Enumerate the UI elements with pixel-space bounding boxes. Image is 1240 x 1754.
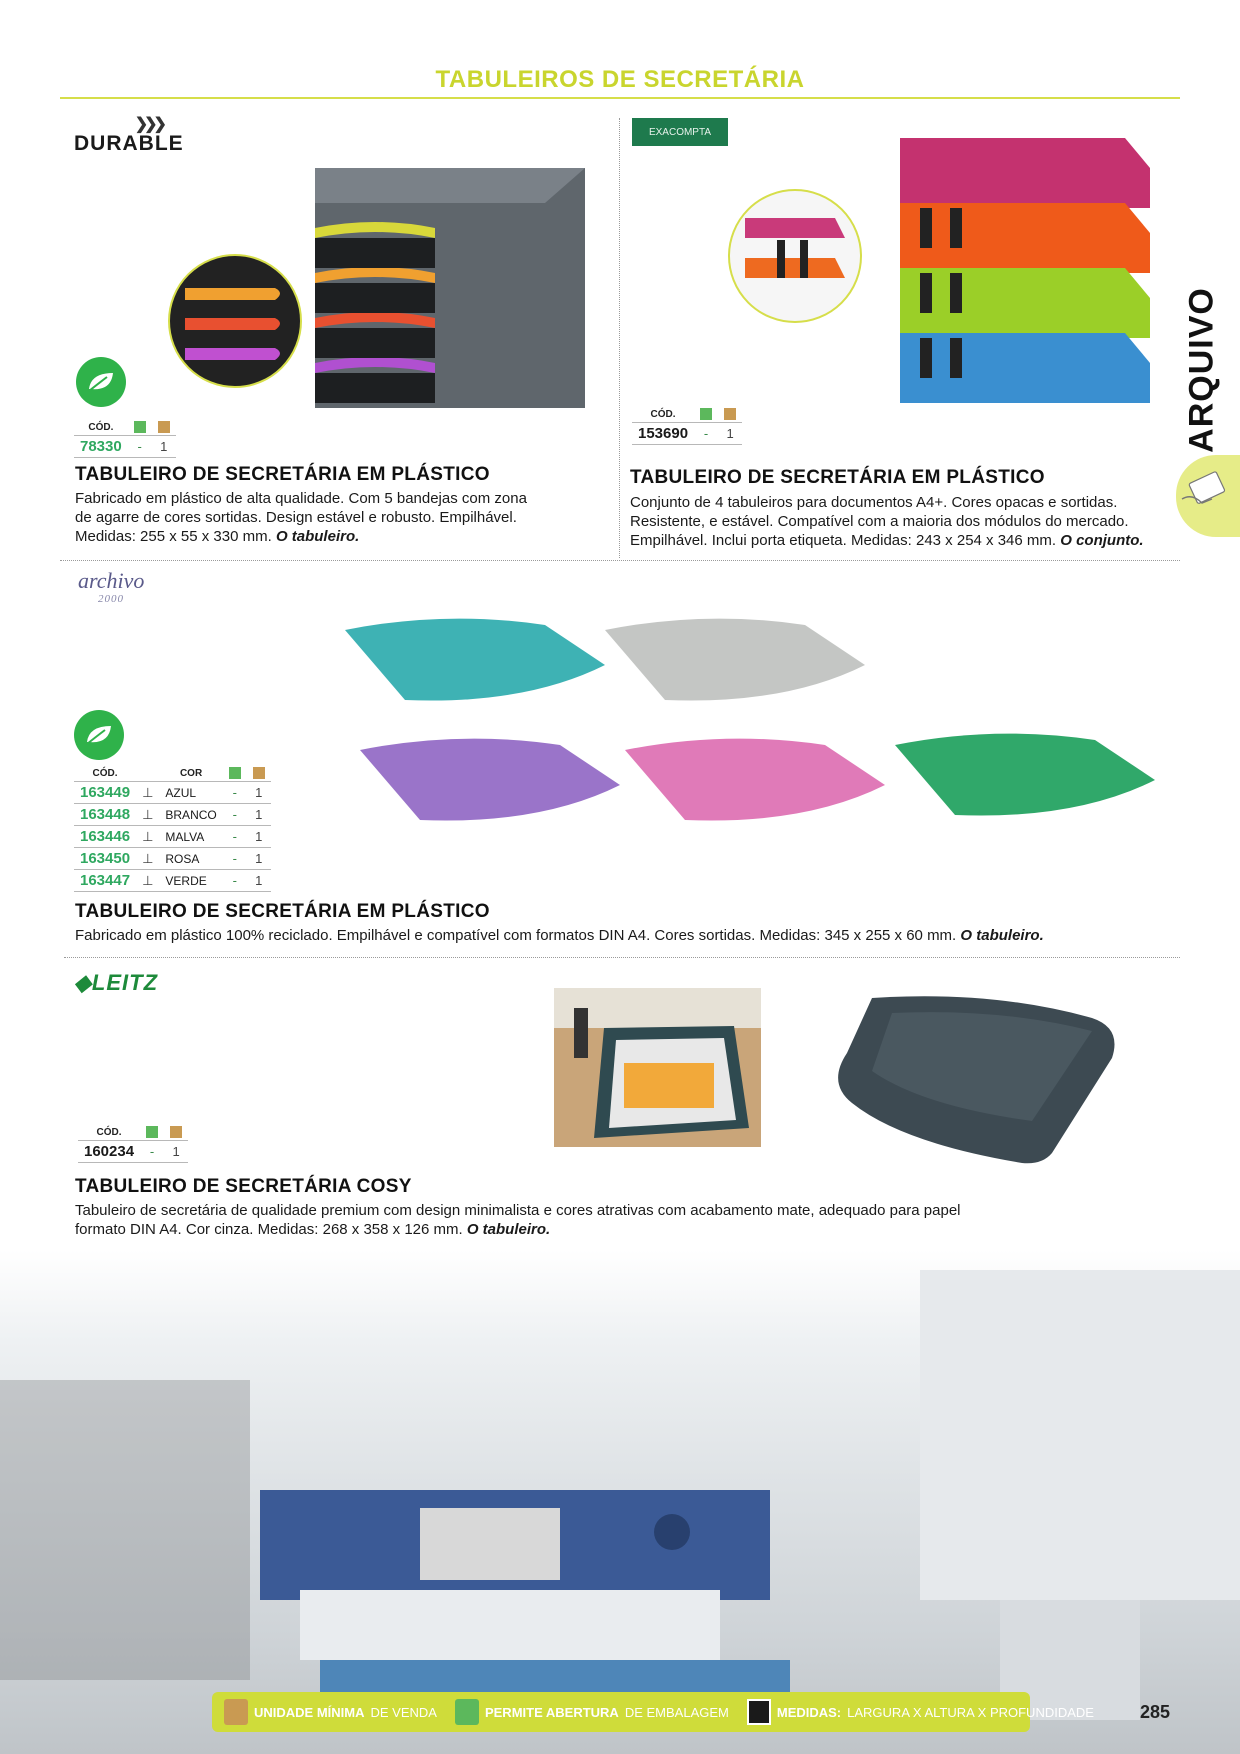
section-divider — [64, 957, 1180, 958]
section-divider — [60, 560, 1180, 561]
title-divider — [60, 97, 1180, 99]
legend-min-unit: UNIDADE MÍNIMA DE VENDA — [224, 1699, 437, 1725]
open-package-icon — [700, 408, 712, 420]
brand-logo-exacompta: EXACOMPTA — [632, 118, 728, 146]
product-description: Fabricado em plástico 100% reciclado. Empilhável e compatível com formatos DIN A4. Cores sortidas. Medidas: 345 x 255 x 60 mm. O tabuleiro. — [75, 927, 1044, 944]
product-description: Conjunto de 4 tabuleiros para documentos A4+. Cores opacas e sortidas. Resistente, e estável. Compatível com a maioria dos módulos do mercado. Empilhável. Inclui porta etiqueta. Medidas: 243 x 254 x 346 mm. O conjunto. — [630, 494, 1144, 549]
table-row: 78330 - 1 — [74, 436, 176, 458]
eco-leaf-icon — [76, 357, 126, 407]
open-package-icon — [146, 1126, 158, 1138]
product-code-table: CÓD. COR 163449 ⊥ AZUL - 1 163448 ⊥ BRANCO - 1 163446 ⊥ MALVA - 1 163450 ⊥ ROSA - 1 163447 ⊥ VERDE - 1 — [74, 767, 271, 892]
table-row: 163448 ⊥ BRANCO - 1 — [74, 804, 271, 826]
package-icon — [158, 421, 170, 433]
page-title: TABULEIROS DE SECRETÁRIA — [435, 66, 805, 93]
section-tab[interactable] — [1176, 455, 1240, 537]
package-icon — [224, 1699, 248, 1725]
product-code-table: CÓD. 78330 - 1 — [74, 421, 176, 458]
package-icon — [170, 1126, 182, 1138]
legend-measures: MEDIDAS: LARGURA X ALTURA X PROFUNDIDADE — [747, 1699, 1094, 1725]
table-row: 163446 ⊥ MALVA - 1 — [74, 826, 271, 848]
product-image-exacompta-trays — [725, 128, 1155, 448]
table-row: 163447 ⊥ VERDE - 1 — [74, 870, 271, 892]
table-row: 163449 ⊥ AZUL - 1 — [74, 782, 271, 804]
product-title: TABULEIRO DE SECRETÁRIA COSY — [75, 1176, 412, 1197]
brand-logo-leitz: ◆LEITZ — [74, 970, 159, 995]
ruler-icon — [747, 1699, 771, 1725]
open-package-icon — [455, 1699, 479, 1725]
table-row: 163450 ⊥ ROSA - 1 — [74, 848, 271, 870]
leitz-logo-icon: ◆ — [74, 970, 92, 995]
package-icon — [724, 408, 736, 420]
product-image-archivo-trays — [340, 610, 1170, 855]
open-package-icon — [229, 767, 241, 779]
product-image-leitz-desk-photo — [554, 988, 761, 1147]
product-code-table: CÓD. 153690 - 1 — [632, 408, 742, 445]
product-image-leitz-tray — [832, 988, 1127, 1173]
brand-logo-durable: ❯❯❯ DURABLE — [74, 116, 184, 155]
table-row: 153690 - 1 — [632, 423, 742, 445]
table-row: 160234 - 1 — [78, 1141, 188, 1163]
page-number: 285 — [1140, 1702, 1171, 1722]
product-code-table: CÓD. 160234 - 1 — [78, 1126, 188, 1163]
section-label: ARQUIVO — [1182, 287, 1221, 453]
legend-bar — [212, 1692, 1094, 1732]
legend-open-package: PERMITE ABERTURA DE EMBALAGEM — [455, 1699, 729, 1725]
background-office-photo — [0, 1250, 1240, 1754]
office-desk-illustration — [0, 1250, 1240, 1754]
chevron-logo-icon: ❯❯❯ — [134, 116, 163, 133]
archive-hand-icon — [1176, 455, 1234, 525]
package-icon — [253, 767, 265, 779]
product-description: Tabuleiro de secretária de qualidade premium com design minimalista e cores atrativas com acabamento mate, adequado para papel formato DIN A4. Cor cinza. Medidas: 268 x 358 x 126 mm. O tabuleiro. — [75, 1202, 961, 1238]
product-description: Fabricado em plástico de alta qualidade. Com 5 bandejas com zona de agarre de cores sortidas. Design estável e robusto. Empilhável. Medidas: 255 x 55 x 330 mm. O tabuleiro. — [75, 490, 527, 545]
product-title: TABULEIRO DE SECRETÁRIA EM PLÁSTICO — [630, 467, 1045, 488]
product-image-durable-trays — [165, 158, 595, 433]
open-package-icon — [134, 421, 146, 433]
brand-logo-archivo: archivo 2000 — [78, 568, 145, 605]
product-title: TABULEIRO DE SECRETÁRIA EM PLÁSTICO — [75, 464, 490, 485]
column-divider — [619, 118, 620, 558]
eco-leaf-icon — [74, 710, 124, 760]
product-title: TABULEIRO DE SECRETÁRIA EM PLÁSTICO — [75, 901, 490, 922]
